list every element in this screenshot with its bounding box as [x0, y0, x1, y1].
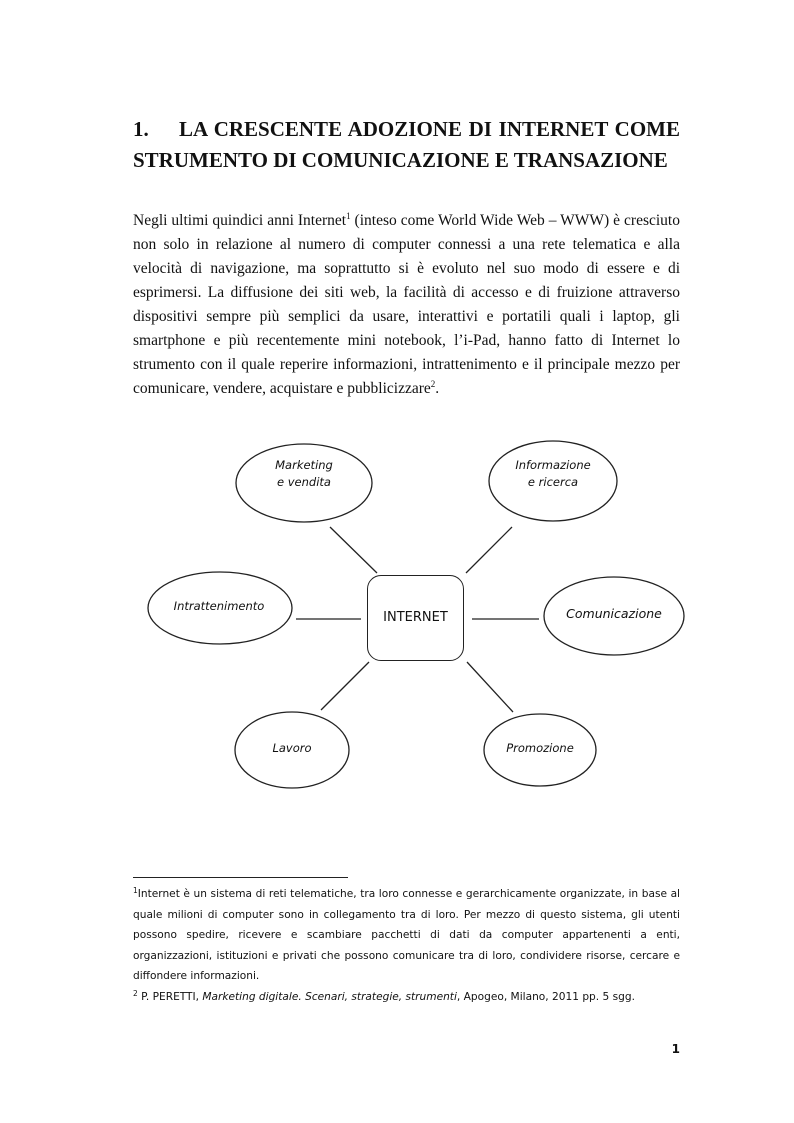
footnote-2-title: Marketing digitale. Scenari, strategie, strumenti: [202, 990, 457, 1003]
node-informazione-line-1: Informazione: [515, 458, 591, 472]
internet-label: INTERNET: [383, 610, 448, 625]
chapter-heading: [133, 114, 680, 176]
node-comunicazione: Comunicazione: [566, 606, 662, 621]
node-marketing-line-2: e vendita: [277, 475, 331, 489]
connector-promozione: [467, 662, 513, 712]
connector-marketing: [330, 527, 377, 573]
footnote-2: [133, 987, 680, 1008]
node-informazione-ricerca: [498, 457, 608, 491]
node-marketing-line-1: Marketing: [275, 458, 333, 472]
footnote-2-rest: , Apogeo, Milano, 2011 pp. 5 sgg.: [456, 990, 635, 1003]
node-intrattenimento: Intrattenimento: [173, 599, 265, 613]
footnote-2-author: P. PERETTI,: [137, 990, 203, 1003]
footnote-ref-1[interactable]: 1: [346, 211, 351, 221]
footnote-1-mark: 1: [133, 886, 138, 895]
node-promozione: Promozione: [506, 741, 574, 755]
node-informazione-line-2: e ricerca: [527, 475, 579, 489]
footnote-separator: [133, 877, 348, 878]
footnotes: [133, 884, 680, 1007]
footnote-ref-2[interactable]: 2: [430, 379, 436, 389]
footnote-1: [133, 884, 680, 987]
paragraph-text-2: (inteso come World Wide Web – WWW) è cresciuto non solo in relazione al numero di computer connessi a una rete telematica e alla velocità di navigazione, ma soprattutto si è evoluto nel suo modo di essere e di esprimersi. La diffusione dei siti web, la facilità di accesso e di fruizione attraverso dispositivi sempre più semplici da usare, interattivi e portatili quali i laptop, gli smartphone e più recentemente mini notebook, l’i-Pad, hanno fatto di Internet lo strumento con il quale reperire informazioni, intrattenimento e il principale mezzo per comunicare, vendere, acquistare e pubblicizzare: [133, 212, 680, 397]
intro-paragraph: [133, 209, 680, 401]
chapter-title-line-1: LA CRESCENTE ADOZIONE DI INTERNET COME: [179, 117, 680, 141]
footnote-2-mark: 2: [133, 988, 138, 998]
page-number: 1: [671, 1042, 680, 1056]
connector-informazione: [466, 527, 512, 573]
paragraph-text-3: .: [435, 380, 440, 397]
connector-lavoro: [321, 662, 369, 710]
paragraph-text-1: Negli ultimi quindici anni Internet: [133, 212, 347, 229]
node-lavoro: Lavoro: [272, 741, 312, 755]
footnote-1-text: Internet è un sistema di reti telematiche, tra loro connesse e gerarchicamente organizzate, in base al quale milioni di computer sono in collegamento tra di loro. Per mezzo di questo sistema, gli utenti possono spedire, ricevere e scambiare pacchetti di dati da computer appartenenti a enti, organizzazioni, istituzioni e privati che possono comunicare tra di loro, condividere risorse, cercare e diffondere informazioni.: [133, 888, 680, 982]
internet-diagram: [0, 430, 794, 790]
chapter-number: 1.: [133, 117, 149, 141]
chapter-title-line-2: STRUMENTO DI COMUNICAZIONE E TRANSAZIONE: [133, 148, 668, 172]
node-marketing-vendita: [254, 457, 354, 491]
